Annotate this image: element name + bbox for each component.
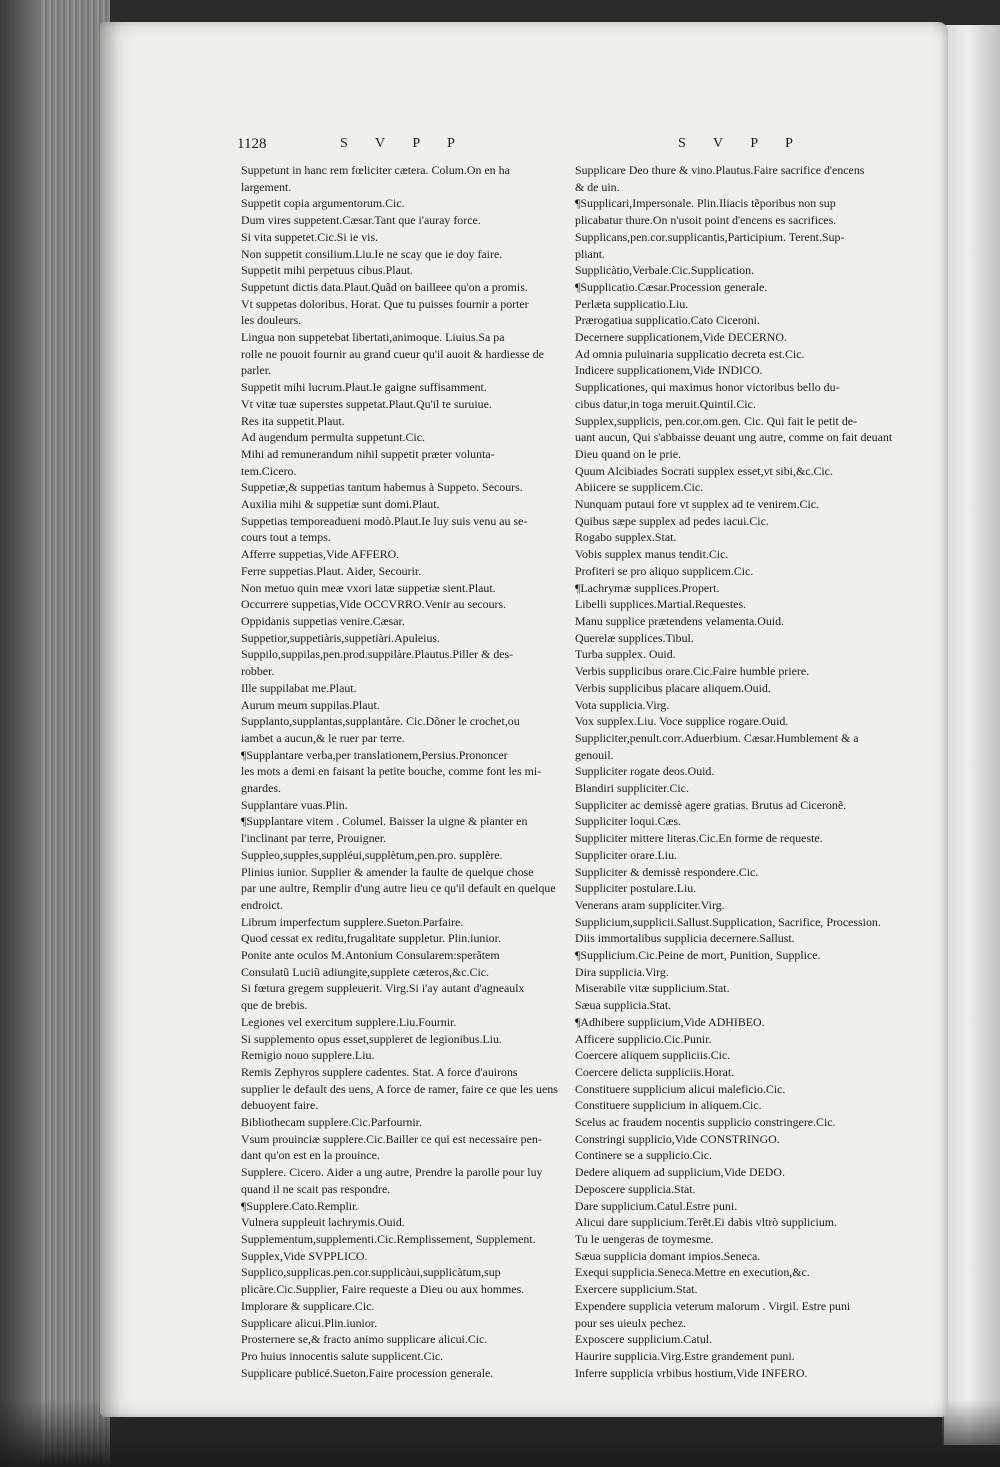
dictionary-line: que de brebis. [241,998,308,1013]
dictionary-line: Constituere supplicium in aliquem.Cic. [575,1098,762,1113]
dictionary-line: rolle ne pouoit fournir au grand cueur qu'il auoit & hardiesse de [241,346,544,361]
dictionary-line: Supplex,supplicis, pen.cor.om.gen. Cic. Qui fait le petit de- [575,413,858,428]
dictionary-line: Exposcere supplicium.Catul. [575,1332,713,1347]
dictionary-line: Deposcere supplicia.Stat. [575,1181,696,1196]
dictionary-line: dant qu'on est en la prouince. [241,1148,380,1163]
dictionary-line: ¶Supplicium.Cic.Peine de mort, Punition, Supplice. [575,948,821,963]
dictionary-line: Oppidanis suppetias venire.Cæsar. [241,613,405,628]
dictionary-line: Suppliciter mittere literas.Cic.En forme de requeste. [575,831,823,846]
dictionary-line: Ferre suppetias.Plaut. Aider, Secourir. [241,563,422,578]
dictionary-line: Non metuo quin meæ vxori latæ suppetiæ sient.Plaut. [241,580,496,595]
dictionary-line: Afferre suppetias,Vide AFFERO. [241,547,400,562]
dictionary-line: Verbis supplicibus placare aliquem.Ouid. [575,680,771,695]
dictionary-line: plicàre.Cic.Supplier, Faire requeste a Dieu ou aux hommes. [241,1282,525,1297]
dictionary-line: Occurrere suppetias,Vide OCCVRRO.Venir au secours. [241,597,507,612]
dictionary-line: genouil. [575,747,614,762]
dictionary-line: Scelus ac fraudem nocentis supplicio constringere.Cic. [575,1115,836,1130]
dictionary-line: Quibus sæpe supplex ad pedes iacui.Cic. [575,513,769,528]
dictionary-line: Pro huius innocentis salute supplicent.Cic. [241,1348,444,1363]
dictionary-line: Quum Alcibiades Socrati supplex esset,vt sibi,&c.Cic. [575,463,833,478]
dictionary-line: Supplantare vuas.Plin. [241,797,348,812]
dictionary-line: Si fœtura gregem suppleuerit. Virg.Si i'ay autant d'agneaulx [241,981,525,996]
dictionary-line: Suppetunt in hanc rem fœliciter cætera. Colum.On en ha [241,163,510,177]
dictionary-line: Supplanto,supplantas,supplantàre. Cic.Dõner le crochet,ou [241,714,520,729]
dictionary-line: Turba supplex. Ouid. [575,647,676,662]
dictionary-line: gnardes. [241,781,281,796]
dictionary-line: Dedere aliquem ad supplicium,Vide DEDO. [575,1165,785,1180]
dictionary-line: Implorare & supplicare.Cic. [241,1298,375,1313]
dictionary-line: Vulnera suppleuit lachrymis.Ouid. [241,1215,405,1230]
dictionary-line: les mots a demi en faisant la petite bouche, comme font les mi- [241,764,542,779]
dictionary-line: Plinius iunior. Supplier & amender la faulte de quelque chose [241,864,534,879]
dictionary-line: Dare supplicium.Catul.Estre puni. [575,1198,738,1213]
dictionary-line: Si supplemento opus esset,suppleret de legionibus.Liu. [241,1031,502,1046]
left-text-column [241,162,559,1381]
dictionary-line: cours tout a temps. [241,530,331,545]
dictionary-line: Ille suppilabat me.Plaut. [241,680,357,695]
dictionary-line: Suppliciter loqui.Cæs. [575,814,682,829]
dictionary-line: quand il ne scait pas respondre. [241,1181,391,1196]
dictionary-line: Remis Zephyros supplere cadentes. Stat. A force d'auirons [241,1064,518,1079]
dictionary-line: Manu supplice prætendens velamenta.Ouid. [575,613,785,628]
dictionary-line: supplier le default des uens, A force de ramer, faire ce que les uens [241,1081,558,1096]
dictionary-line: Suppetit mihi perpetuus cibus.Plaut. [241,263,414,278]
dictionary-line: Blandiri suppliciter.Cic. [575,781,689,796]
dictionary-line: Libelli supplices.Martial.Requestes. [575,597,747,612]
dictionary-line: ¶Supplicari,Impersonale. Plin.Iliacis tẽporibus non sup [575,196,836,211]
dictionary-line: pliant. [575,246,606,261]
dictionary-line: cibus datur,in toga meruit.Quintil.Cic. [575,396,756,411]
dictionary-line: Suppetit copia argumentorum.Cic. [241,196,405,211]
dictionary-line: Supplicium,supplicii.Sallust.Supplication, Sacrifice, Procession. [575,914,881,929]
dictionary-line: Bibliothecam supplere.Cic.Parfournir. [241,1115,422,1130]
dictionary-line: uant aucun, Qui s'abbaisse deuant ung autre, comme on fait deuant [575,430,893,445]
dictionary-line: Ponite ante oculos M.Antonium Consularem:sperãtem [241,948,500,963]
dictionary-line: Profiteri se pro aliquo supplicem.Cic. [575,563,754,578]
dictionary-line: Supplicare publicé.Sueton.Faire procession generale. [241,1365,494,1380]
dictionary-line: Suppliciter rogate deos.Ouid. [575,764,715,779]
dictionary-line: plicabatur thure.On n'usoit point d'encens es sacrifices. [575,213,837,228]
dictionary-line: Suppetit mihi lucrum.Plaut.Ie gaigne suffisamment. [241,380,487,395]
dictionary-line: ¶Supplere.Cato.Remplir. [241,1198,359,1213]
dictionary-line: Expendere supplicia veterum malorum . Virgil. Estre puni [575,1298,851,1313]
dictionary-line: Verbis supplicibus orare.Cic.Faire humble priere. [575,664,810,679]
dictionary-line: Miserabile vitæ supplicium.Stat. [575,981,730,996]
dictionary-line: largement. [241,179,292,194]
dictionary-line: tem.Cicero. [241,463,297,478]
dictionary-line: Supplementum,supplementi.Cic.Remplissement, Supplement. [241,1232,536,1246]
dictionary-line: Suppilo,suppilas,pen.prod.suppilàre.Plautus.Piller & des- [241,647,514,662]
dictionary-line: Vt vitæ tuæ superstes suppetat.Plaut.Qu'il te suruiue. [241,396,492,411]
dictionary-line: Res ita suppetit.Plaut. [241,413,345,428]
dictionary-line: Perlæta supplicatio.Liu. [575,296,689,311]
dictionary-line: Coercere delicta suppliciis.Horat. [575,1064,735,1079]
dictionary-line: Supplico,supplicas.pen.cor.supplicàui,supplicàtum,sup [241,1265,501,1280]
dictionary-line: Constituere supplicium alicui maleficio.Cic. [575,1081,786,1096]
dictionary-line: Suppleo,supples,suppléui,supplètum,pen.pro. supplère. [241,847,503,862]
dictionary-line: Continere se a supplicio.Cic. [575,1148,713,1163]
dictionary-line: Si vita suppetet.Cic.Si ie vis. [241,229,379,244]
dictionary-line: Coercere aliquem suppliciis.Cic. [575,1048,731,1063]
dictionary-line: Suppliciter,penult.corr.Aduerbium. Cæsar.Humblement & a [575,730,859,745]
dictionary-line: Supplicàtio,Verbale.Cic.Supplication. [575,263,754,278]
dictionary-line: Dum vires suppetent.Cæsar.Tant que i'auray force. [241,213,481,228]
dictionary-line: & de uin. [575,179,620,194]
dictionary-line: Auxilia mihi & suppetiæ sunt domi.Plaut. [241,497,440,512]
dictionary-line: Prosternere se,& fracto animo supplicare alicui.Cic. [241,1332,488,1347]
running-header [0,136,1000,162]
dictionary-line: Suppetiæ,& suppetias tantum habemus à Suppeto. Secours. [241,480,523,495]
dictionary-line: Supplicans,pen.cor.supplicantis,Participium. Terent.Sup- [575,229,845,244]
dictionary-line: Sæua supplicia.Stat. [575,998,672,1013]
dictionary-line: ¶Lachrymæ supplices.Propert. [575,580,720,595]
dictionary-line: Supplex,Vide SVPPLICO. [241,1248,368,1263]
dictionary-line: Supplere. Cicero. Aider a ung autre, Prendre la parolle pour luy [241,1165,543,1180]
running-head-right: S V P P [678,136,805,151]
book-page-edge-right [942,25,1000,1445]
dictionary-line: Constringi supplicio,Vide CONSTRINGO. [575,1131,780,1146]
dictionary-line: Vsum prouinciæ supplere.Cic.Bailler ce qui est necessaire pen- [241,1131,542,1146]
book-page-edges-left [0,0,110,1467]
dictionary-line: Prærogatiua supplicatio.Cato Ciceroni. [575,313,760,328]
dictionary-line: l'inclinant par terre, Prouigner. [241,831,387,846]
dictionary-line: ¶Supplantare vitem . Columel. Baisser la uigne & planter en [241,814,528,829]
dictionary-line: Vox supplex.Liu. Voce supplice rogare.Ouid. [575,714,789,729]
dictionary-line: Vota supplicia.Virg. [575,697,670,712]
dictionary-line: Abiicere se supplicem.Cic. [575,480,704,495]
dictionary-line: par une aultre, Remplir d'ung autre lieu ce qu'il default en quelque [241,881,556,896]
dictionary-line: Vt suppetas doloribus. Horat. Que tu puisses fournir a porter [241,296,529,311]
page-number: 1128 [237,136,267,152]
dictionary-line: Legiones vel exercitum supplere.Liu.Fournir. [241,1014,457,1029]
dictionary-line: endroict. [241,897,283,912]
dictionary-line: ¶Supplicatio.Cæsar.Procession generale. [575,279,768,294]
dictionary-line: Aurum meum suppilas.Plaut. [241,697,380,712]
dictionary-line: Quod cessat ex reditu,frugalitate suppletur. Plin.iunior. [241,931,501,946]
dictionary-line: Suppliciter postulare.Liu. [575,881,697,896]
dictionary-line: Ad augendum permulta suppetunt.Cic. [241,430,425,445]
dictionary-line: Suppetior,suppetiàris,suppetiàri.Apuleius. [241,630,440,645]
dictionary-line: Supplicare Deo thure & vino.Plautus.Faire sacrifice d'encens [575,163,865,177]
dictionary-line: Exequi supplicia.Seneca.Mettre en execution,&c. [575,1265,810,1280]
dictionary-line: Dieu quand on le prie. [575,446,681,461]
dictionary-line: Tu le uengeras de toymesme. [575,1232,714,1246]
dictionary-line: Supplicationes, qui maximus honor victoribus bello du- [575,380,840,395]
dictionary-line: Alicui dare supplicium.Terẽt.Ei dabis vltrò supplicium. [575,1215,838,1230]
dictionary-line: Nunquam putaui fore vt supplex ad te venirem.Cic. [575,497,820,512]
dictionary-line: ¶Adhibere supplicium,Vide ADHIBEO. [575,1014,765,1029]
dictionary-line: les douleurs. [241,313,302,328]
dictionary-line: Indicere supplicationem,Vide INDICO. [575,363,763,378]
dictionary-line: Venerans aram suppliciter.Virg. [575,897,725,912]
dictionary-line: Diis immortalibus supplicia decernere.Sallust. [575,931,795,946]
dictionary-line: Sæua supplicia domant impios.Seneca. [575,1248,761,1263]
dictionary-line: Librum imperfectum supplere.Sueton.Parfaire. [241,914,464,929]
right-text-column [575,162,893,1381]
dictionary-line: Mihi ad remunerandum nihil suppetit præter volunta- [241,446,495,461]
dictionary-line: Suppliciter & demissè respondere.Cic. [575,864,759,879]
dictionary-line: Decernere supplicationem,Vide DECERNO. [575,330,787,345]
dictionary-line: Consulatũ Luciũ adiungite,supplete cæteros,&c.Cic. [241,964,490,979]
dictionary-line: iambet a aucun,& le ruer par terre. [241,730,405,745]
dictionary-line: Remigio nouo supplere.Liu. [241,1048,375,1063]
dictionary-line: Lingua non suppetebat libertati,animoque. Liuius.Sa pa [241,330,505,345]
dictionary-line: Rogabo supplex.Stat. [575,530,677,545]
dictionary-line: Ad omnia puluinaria supplicatio decreta est.Cic. [575,346,805,361]
dictionary-line: Supplicare alicui.Plin.iunior. [241,1315,378,1330]
dictionary-line: Haurire supplicia.Virg.Estre grandement puni. [575,1348,795,1363]
running-head-left: S V P P [340,136,467,151]
dictionary-line: Non suppetit consilium.Liu.Ie ne scay que ie doy faire. [241,246,503,261]
dictionary-line: Suppetunt dictis data.Plaut.Quãd on bailleee qu'on a promis. [241,279,528,294]
dictionary-line: Suppliciter ac demissè agere gratias. Brutus ad Ciceronẽ. [575,797,847,812]
dictionary-line: ¶Supplantare verba,per translationem,Persius.Prononcer [241,747,508,762]
dictionary-line: Exercere supplicium.Stat. [575,1282,698,1297]
dictionary-line: Suppetias temporeadueni modò.Plaut.Ie luy suis venu au se- [241,513,528,528]
dictionary-line: Suppliciter orare.Liu. [575,847,678,862]
dictionary-line: Inferre supplicia vrbibus hostium,Vide INFERO. [575,1365,808,1380]
dictionary-line: Afficere supplicio.Cic.Punir. [575,1031,712,1046]
dictionary-line: Dira supplicia.Virg. [575,964,669,979]
dictionary-line: pour ses uieulx pechez. [575,1315,686,1330]
dictionary-line: robber. [241,664,275,679]
dictionary-line: Vobis supplex manus tendit.Cic. [575,547,729,562]
dictionary-line: Querelæ supplices.Tibul. [575,630,694,645]
dictionary-line: parler. [241,363,272,378]
dictionary-line: debuoyent faire. [241,1098,319,1113]
